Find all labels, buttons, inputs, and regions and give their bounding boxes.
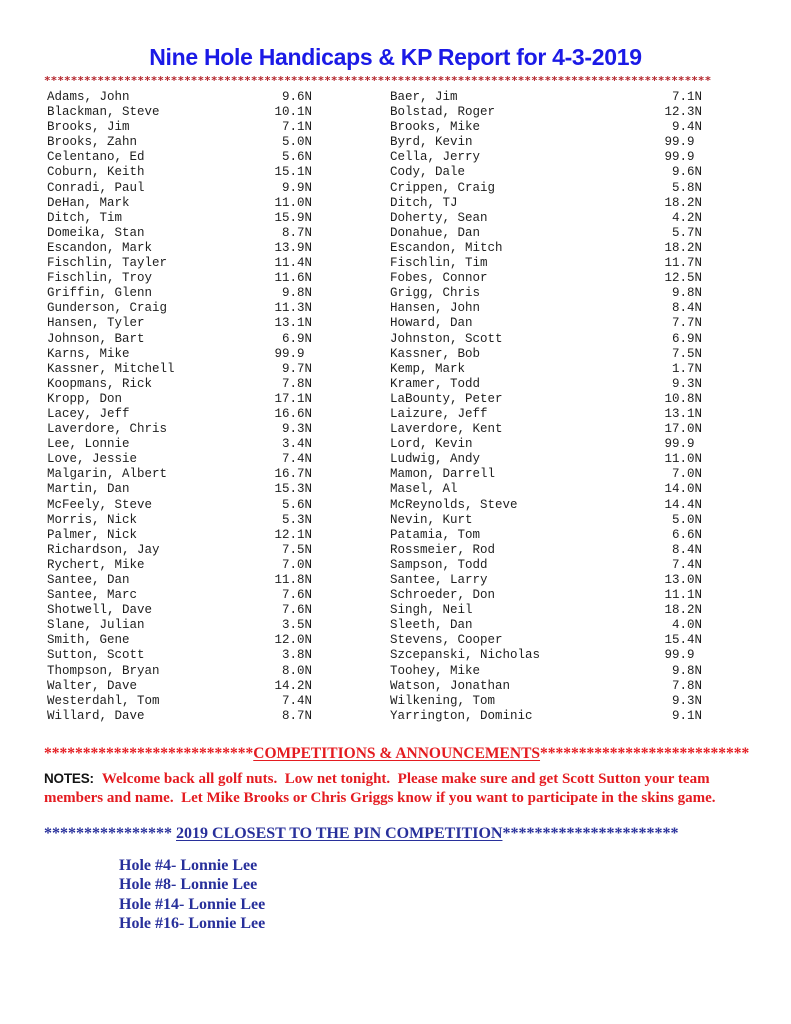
- player-name: Watson, Jonathan: [390, 678, 511, 693]
- pin-stars-left: ****************: [44, 824, 176, 842]
- player-name: Celentano, Ed: [47, 150, 145, 165]
- roster-row: [390, 392, 702, 407]
- player-name: Lacey, Jeff: [47, 406, 130, 421]
- roster-row: [390, 633, 702, 648]
- player-name: Nevin, Kurt: [390, 512, 473, 527]
- roster-row: [390, 648, 702, 663]
- roster-row: [47, 392, 312, 407]
- roster-row: [390, 271, 702, 286]
- roster-row: [47, 437, 312, 452]
- handicap-value: 15.1N: [274, 165, 312, 180]
- pin-competition-header: [44, 825, 791, 843]
- handicap-value: 99.9: [664, 135, 702, 150]
- roster-row: [390, 377, 702, 392]
- handicap-value: 16.6N: [274, 406, 312, 421]
- handicap-value: 6.9N: [274, 331, 312, 346]
- player-name: Sampson, Todd: [390, 557, 488, 572]
- handicap-value: 18.2N: [664, 603, 702, 618]
- handicap-value: 8.0N: [274, 663, 312, 678]
- roster-row: [47, 422, 312, 437]
- roster-row: [47, 498, 312, 513]
- handicap-value: 5.0N: [664, 512, 702, 527]
- handicap-value: 12.3N: [664, 105, 702, 120]
- player-name: Kropp, Don: [47, 391, 123, 406]
- roster-row: [47, 633, 312, 648]
- roster-row: [47, 664, 312, 679]
- roster-row: [390, 573, 702, 588]
- handicap-value: 9.9N: [274, 180, 312, 195]
- roster-row: [47, 165, 312, 180]
- handicap-value: 15.3N: [274, 482, 312, 497]
- handicap-value: 10.8N: [664, 391, 702, 406]
- player-name: Patamia, Tom: [390, 527, 481, 542]
- roster-row: [390, 588, 702, 603]
- handicap-value: 7.4N: [274, 452, 312, 467]
- roster-row: [47, 150, 312, 165]
- roster-row: [47, 226, 312, 241]
- player-name: Donahue, Dan: [390, 225, 481, 240]
- player-name: DeHan, Mark: [47, 195, 130, 210]
- handicap-value: 18.2N: [664, 240, 702, 255]
- roster-row: [47, 543, 312, 558]
- handicap-value: 3.8N: [274, 648, 312, 663]
- handicap-value: 13.0N: [664, 573, 702, 587]
- handicap-value: 7.6N: [274, 588, 312, 603]
- roster-row: [47, 528, 312, 543]
- player-name: Santee, Marc: [47, 588, 138, 603]
- roster-row: [390, 362, 702, 377]
- roster-row: [47, 377, 312, 392]
- handicap-value: 8.4N: [664, 301, 702, 316]
- player-name: Johnston, Scott: [390, 331, 503, 346]
- roster-row: [390, 709, 702, 724]
- roster-row: [47, 120, 312, 135]
- handicap-value: 11.1N: [664, 588, 702, 603]
- player-name: Adams, John: [47, 90, 130, 104]
- roster-row: [47, 603, 312, 618]
- player-name: Ludwig, Andy: [390, 452, 481, 467]
- kp-winners-list: [119, 856, 791, 934]
- roster-row: [47, 181, 312, 196]
- player-name: Fischlin, Troy: [47, 271, 153, 286]
- handicap-value: 5.6N: [274, 150, 312, 165]
- roster-row: [390, 558, 702, 573]
- player-name: Wilkening, Tom: [390, 693, 496, 708]
- handicap-value: 17.1N: [274, 391, 312, 406]
- roster-row: [47, 452, 312, 467]
- player-name: Ditch, Tim: [47, 210, 123, 225]
- handicap-value: 7.6N: [274, 603, 312, 618]
- handicap-value: 3.4N: [274, 437, 312, 452]
- roster-column-right: [390, 90, 702, 724]
- handicap-value: 12.5N: [664, 271, 702, 286]
- roster-row: [390, 150, 702, 165]
- handicap-value: 9.8N: [664, 663, 702, 678]
- handicap-value: 6.6N: [664, 527, 702, 542]
- player-name: Richardson, Jay: [47, 542, 160, 557]
- roster-row: [390, 467, 702, 482]
- handicap-value: 7.8N: [274, 376, 312, 391]
- handicap-value: 8.7N: [274, 708, 312, 723]
- competitions-header: [44, 745, 791, 763]
- handicap-value: 5.3N: [274, 512, 312, 527]
- handicap-value: 7.5N: [664, 346, 702, 361]
- handicap-value: 5.8N: [664, 180, 702, 195]
- player-name: Domeika, Stan: [47, 225, 145, 240]
- handicap-value: 4.0N: [664, 618, 702, 633]
- handicap-value: 5.0N: [274, 135, 312, 150]
- player-name: Malgarin, Albert: [47, 467, 168, 482]
- roster-row: [47, 256, 312, 271]
- player-name: Szcepanski, Nicholas: [390, 648, 541, 663]
- handicap-value: 9.3N: [664, 376, 702, 391]
- player-name: Ditch, TJ: [390, 195, 458, 210]
- handicap-value: 9.3N: [664, 693, 702, 708]
- player-name: Byrd, Kevin: [390, 135, 473, 150]
- player-name: Masel, Al: [390, 482, 458, 497]
- player-name: Laverdore, Chris: [47, 422, 168, 437]
- player-name: Morris, Nick: [47, 512, 138, 527]
- handicap-value: 12.0N: [274, 633, 312, 648]
- roster-row: [390, 482, 702, 497]
- roster-row: [47, 709, 312, 724]
- kp-winner-line: Hole #4- Lonnie Lee: [119, 856, 258, 874]
- star-separator-top: ****************************************************************************************************: [44, 74, 712, 87]
- player-name: Toohey, Mike: [390, 663, 481, 678]
- page-title: Nine Hole Handicaps & KP Report for 4-3-2019: [149, 44, 642, 70]
- player-name: McFeely, Steve: [47, 497, 153, 512]
- roster-row: [390, 105, 702, 120]
- roster-row: [47, 105, 312, 120]
- roster-row: [47, 694, 312, 709]
- roster-row: [47, 618, 312, 633]
- handicap-value: 9.6N: [664, 165, 702, 180]
- player-name: LaBounty, Peter: [390, 391, 503, 406]
- player-name: Slane, Julian: [47, 618, 145, 633]
- notes-paragraph: [44, 769, 747, 809]
- handicap-value: 7.0N: [664, 467, 702, 482]
- roster-column-left: [47, 90, 312, 724]
- roster-row: [390, 347, 702, 362]
- handicap-value: 9.8N: [664, 286, 702, 301]
- roster-row: [390, 226, 702, 241]
- roster-row: [47, 135, 312, 150]
- handicap-value: 11.8N: [274, 573, 312, 587]
- handicap-value: 7.1N: [274, 120, 312, 135]
- player-name: Blackman, Steve: [47, 105, 160, 120]
- player-name: Westerdahl, Tom: [47, 693, 160, 708]
- handicap-value: 15.4N: [664, 633, 702, 648]
- handicap-value: 11.6N: [274, 271, 312, 286]
- handicap-value: 14.0N: [664, 482, 702, 497]
- player-name: Koopmans, Rick: [47, 376, 153, 391]
- player-name: Crippen, Craig: [390, 180, 496, 195]
- player-name: Karns, Mike: [47, 346, 130, 361]
- handicap-value: 99.9: [664, 437, 702, 452]
- handicap-value: 7.5N: [274, 542, 312, 557]
- player-name: Lee, Lonnie: [47, 437, 130, 452]
- handicap-value: 14.2N: [274, 678, 312, 693]
- competitions-stars-right: ***************************: [540, 744, 750, 762]
- competitions-stars-left: ***************************: [44, 744, 254, 762]
- player-name: Kemp, Mark: [390, 361, 466, 376]
- player-name: Howard, Dan: [390, 316, 473, 331]
- player-name: Walter, Dave: [47, 678, 138, 693]
- player-name: Johnson, Bart: [47, 331, 145, 346]
- roster-row: [390, 211, 702, 226]
- roster-row: [390, 407, 702, 422]
- player-name: Lord, Kevin: [390, 437, 473, 452]
- player-name: Schroeder, Don: [390, 588, 496, 603]
- player-name: Santee, Larry: [390, 573, 488, 587]
- roster-row: [47, 316, 312, 331]
- roster-row: [47, 362, 312, 377]
- handicap-value: 9.8N: [274, 286, 312, 301]
- handicap-value: 11.0N: [664, 452, 702, 467]
- player-name: Palmer, Nick: [47, 527, 138, 542]
- kp-winner-line: Hole #16- Lonnie Lee: [119, 915, 266, 933]
- player-name: Thompson, Bryan: [47, 663, 160, 678]
- handicap-value: 15.9N: [274, 210, 312, 225]
- player-name: Baer, Jim: [390, 90, 458, 104]
- roster-row: [47, 679, 312, 694]
- player-name: Conradi, Paul: [47, 180, 145, 195]
- roster-row: [390, 603, 702, 618]
- player-name: Willard, Dave: [47, 708, 145, 723]
- player-name: Escandon, Mitch: [390, 240, 503, 255]
- handicap-value: 7.7N: [664, 316, 702, 331]
- kp-winner-line: Hole #14- Lonnie Lee: [119, 895, 266, 913]
- player-name: Laizure, Jeff: [390, 406, 488, 421]
- roster-row: [390, 90, 702, 105]
- player-name: Yarrington, Dominic: [390, 708, 533, 723]
- roster-row: [390, 135, 702, 150]
- roster-row: [47, 211, 312, 226]
- player-name: Griffin, Glenn: [47, 286, 153, 301]
- player-name: Fobes, Connor: [390, 271, 488, 286]
- handicap-value: 10.1N: [274, 105, 312, 120]
- handicap-value: 5.7N: [664, 225, 702, 240]
- player-name: Mamon, Darrell: [390, 467, 496, 482]
- roster-row: [390, 286, 702, 301]
- roster-row: [390, 543, 702, 558]
- roster-row: [47, 286, 312, 301]
- player-name: Kramer, Todd: [390, 376, 481, 391]
- handicap-value: 99.9: [664, 150, 702, 165]
- handicap-value: 7.0N: [274, 557, 312, 572]
- roster-row: [47, 573, 312, 588]
- roster-row: [390, 618, 702, 633]
- player-name: Brooks, Mike: [390, 120, 481, 135]
- roster-row: [390, 181, 702, 196]
- handicap-value: 9.3N: [274, 422, 312, 437]
- competitions-title: COMPETITIONS & ANNOUNCEMENTS: [253, 744, 541, 762]
- roster-row: [390, 256, 702, 271]
- player-name: Smith, Gene: [47, 633, 130, 648]
- roster-row: [390, 422, 702, 437]
- handicap-value: 5.6N: [274, 497, 312, 512]
- roster-row: [390, 332, 702, 347]
- handicap-value: 11.3N: [274, 301, 312, 316]
- player-name: Sleeth, Dan: [390, 618, 473, 633]
- roster-row: [390, 498, 702, 513]
- roster-row: [390, 664, 702, 679]
- handicap-value: 9.4N: [664, 120, 702, 135]
- player-name: Hansen, Tyler: [47, 316, 145, 331]
- player-name: Rychert, Mike: [47, 557, 145, 572]
- roster-row: [390, 196, 702, 211]
- player-name: Gunderson, Craig: [47, 301, 168, 316]
- roster-row: [47, 196, 312, 211]
- notes-text: Welcome back all golf nuts. Low net tonight. Please make sure and get Scott Sutton your team members and name. Let Mike Brooks or Chris Griggs know if you want to participate in the skins game.: [44, 770, 716, 807]
- roster-row: [47, 90, 312, 105]
- handicap-value: 13.1N: [664, 406, 702, 421]
- handicap-value: 11.7N: [664, 256, 702, 271]
- player-name: Martin, Dan: [47, 482, 130, 497]
- handicap-value: 3.5N: [274, 618, 312, 633]
- roster-row: [390, 437, 702, 452]
- player-name: Sutton, Scott: [47, 648, 145, 663]
- handicap-value: 13.1N: [274, 316, 312, 331]
- handicap-value: 9.6N: [274, 90, 312, 104]
- player-name: Brooks, Zahn: [47, 135, 138, 150]
- handicap-value: 11.0N: [274, 195, 312, 210]
- handicap-value: 7.4N: [664, 557, 702, 572]
- player-name: Escandon, Mark: [47, 240, 153, 255]
- handicap-value: 11.4N: [274, 256, 312, 271]
- player-name: Coburn, Keith: [47, 165, 145, 180]
- roster-row: [47, 482, 312, 497]
- roster-row: [390, 301, 702, 316]
- roster-row: [47, 271, 312, 286]
- roster-row: [390, 694, 702, 709]
- roster-row: [390, 513, 702, 528]
- handicap-value: 17.0N: [664, 422, 702, 437]
- handicap-value: 4.2N: [664, 210, 702, 225]
- handicap-value: 8.7N: [274, 225, 312, 240]
- player-name: Kassner, Mitchell: [47, 361, 175, 376]
- pin-stars-right: **********************: [502, 824, 679, 842]
- player-name: Rossmeier, Rod: [390, 542, 496, 557]
- handicap-value: 8.4N: [664, 542, 702, 557]
- roster-row: [47, 558, 312, 573]
- player-name: Singh, Neil: [390, 603, 473, 618]
- player-name: McReynolds, Steve: [390, 497, 518, 512]
- handicap-value: 12.1N: [274, 527, 312, 542]
- handicap-value: 9.1N: [664, 708, 702, 723]
- handicap-value: 14.4N: [664, 497, 702, 512]
- roster-row: [390, 528, 702, 543]
- player-name: Bolstad, Roger: [390, 105, 496, 120]
- handicap-value: 6.9N: [664, 331, 702, 346]
- player-name: Doherty, Sean: [390, 210, 488, 225]
- player-name: Kassner, Bob: [390, 346, 481, 361]
- notes-label: NOTES:: [44, 770, 94, 786]
- roster-row: [47, 347, 312, 362]
- roster-row: [47, 407, 312, 422]
- handicap-value: 99.9: [664, 648, 702, 663]
- handicap-value: 99.9: [274, 346, 312, 361]
- roster-row: [47, 467, 312, 482]
- roster-row: [390, 165, 702, 180]
- roster-row: [47, 301, 312, 316]
- roster-row: [47, 588, 312, 603]
- roster-row: [47, 332, 312, 347]
- player-name: Cody, Dale: [390, 165, 466, 180]
- player-name: Cella, Jerry: [390, 150, 481, 165]
- player-name: Santee, Dan: [47, 573, 130, 587]
- roster-row: [390, 241, 702, 256]
- player-name: Grigg, Chris: [390, 286, 481, 301]
- player-name: Brooks, Jim: [47, 120, 130, 135]
- handicap-value: 18.2N: [664, 195, 702, 210]
- roster-row: [390, 679, 702, 694]
- handicap-value: 1.7N: [664, 361, 702, 376]
- roster-row: [47, 241, 312, 256]
- handicap-roster: [47, 90, 791, 724]
- roster-row: [390, 452, 702, 467]
- roster-row: [47, 513, 312, 528]
- roster-row: [390, 316, 702, 331]
- handicap-value: 9.7N: [274, 361, 312, 376]
- handicap-value: 16.7N: [274, 467, 312, 482]
- pin-competition-title: 2019 CLOSEST TO THE PIN COMPETITION: [176, 824, 503, 842]
- player-name: Stevens, Cooper: [390, 633, 503, 648]
- handicap-value: 7.4N: [274, 693, 312, 708]
- handicap-value: 13.9N: [274, 240, 312, 255]
- handicap-value: 7.1N: [664, 90, 702, 104]
- handicap-value: 7.8N: [664, 678, 702, 693]
- kp-winner-line: Hole #8- Lonnie Lee: [119, 876, 258, 894]
- player-name: Fischlin, Tayler: [47, 256, 168, 271]
- player-name: Fischlin, Tim: [390, 256, 488, 271]
- roster-row: [390, 120, 702, 135]
- roster-row: [47, 648, 312, 663]
- player-name: Love, Jessie: [47, 452, 138, 467]
- player-name: Hansen, John: [390, 301, 481, 316]
- player-name: Shotwell, Dave: [47, 603, 153, 618]
- player-name: Laverdore, Kent: [390, 422, 503, 437]
